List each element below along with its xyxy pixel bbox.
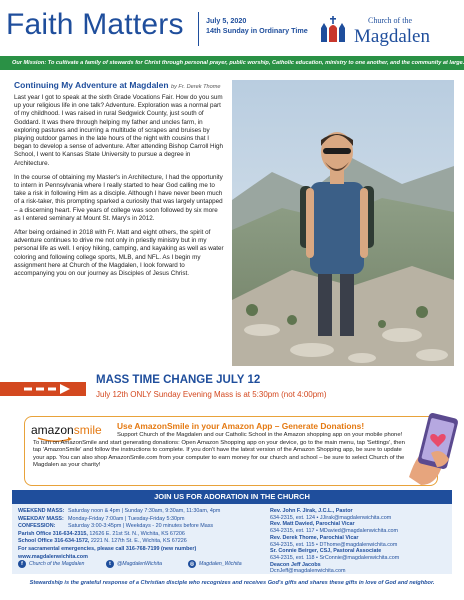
school-office-address: 2221 N. 127th St. E., Wichita, KS 67226 xyxy=(90,538,187,545)
staff-name: Rev. Derek Thome, Parochial Vicar xyxy=(270,534,359,541)
parish-office-row xyxy=(18,531,278,539)
stewardship-footer: Stewardship is the grateful response of a Christian disciple who recognizes and receives God's gifts and shares these gifts in love of God and neighbor. xyxy=(29,580,435,586)
schedule-value: Saturday noon & 4pm | Sunday 7:30am, 9:30am, 11:30am, 4pm xyxy=(68,508,221,514)
adoration-heading: JOIN US FOR ADORATION IN THE CHURCH xyxy=(12,490,452,504)
header-divider xyxy=(198,12,199,46)
instagram-icon: ◎ xyxy=(189,561,195,567)
schedule-value: Saturday 3:00-3:45pm | Weekdays - 20 minutes before Mass xyxy=(68,523,214,530)
arrow-right-icon xyxy=(0,382,86,396)
schedule-label: WEEKEND MASS: xyxy=(18,508,65,514)
instagram-handle: Magdalen_Wichita xyxy=(199,561,242,567)
issue-date: July 5, 2020 xyxy=(206,16,247,25)
twitter-icon: t xyxy=(106,560,114,568)
article-paragraph: In the course of obtaining my Master's in Architecture, I had the opportunity to intern in Pennsylvania where I really started to hear God calling me to take a risk in following Him as a disciple. Although I have never been much of a risk-taker, this prompting sparked a curiosity that was largely untapped – a discerning heart. Five years of college was soon followed by six more as I entered seminary at Mount St. Mary's in 2012. xyxy=(14,173,223,222)
staff-contact: 634-2315, ext. 115 • DThome@magdalenwichita.com xyxy=(270,541,398,548)
article-paragraph: After being ordained in 2018 with Fr. Matt and eight others, the spirit of adventure continues to drive me not only in priestly ministry but in my personal life as well. I enjoy hiking, camping, and kayaking as well as water coloring and following college sports, MLB, and NFL. As I begin my assignment here at Church of the Magdalen, I look forward to accompanying you on our journey as Disciples of Jesus Christ. xyxy=(14,229,224,278)
social-links xyxy=(18,560,268,570)
staff-name: Sr. Connie Beirger, CSJ, Pastoral Associate xyxy=(270,548,382,555)
mass-schedule xyxy=(18,508,278,561)
article-title-line xyxy=(14,80,226,90)
church-name-prefix: Church of the xyxy=(368,16,412,25)
staff-contact: 634-2315, ext. 124 • JJirak@magdalenwichita.com xyxy=(270,514,392,521)
staff-name: Rev. John F. Jirak, J.C.L., Pastor xyxy=(270,508,353,514)
emergency-line: For sacramental emergencies, please call 316-768-7199 (new number) xyxy=(18,545,197,552)
article-title: Continuing My Adventure at Magdalen xyxy=(14,80,169,90)
website-link[interactable]: www.magdalenwichita.com xyxy=(18,553,88,560)
article-paragraph: Last year I got to speak at the sixth Grade Vocations Fair. How do you sum up your religious life in one talk? Adventure. Exploration was a normal part of my childhood. I was raised in rural Sedgwick County, just south of Goddard. It was there through helping my father and uncles farm, in exploring pastures and incurring a multitude of scrapes and bruises by playing outdoor games in the late hours of the night with cousins that I began to develop a sense of adventure. After attending Bishop Carroll High School, I went to Kansas State University to pursue a degree in Architecture. xyxy=(14,94,223,167)
amazon-logo-word: amazon xyxy=(31,423,74,437)
schedule-value: Monday-Friday 7:00am | Tuesday-Friday 5:30pm xyxy=(68,515,185,522)
issue-date-block xyxy=(206,16,308,36)
facebook-icon: f xyxy=(18,560,26,568)
staff-directory xyxy=(270,508,450,575)
schedule-row xyxy=(18,516,278,524)
mass-time-change xyxy=(0,368,464,410)
church-logo-icon xyxy=(318,14,348,44)
amazon-instructions: Support Church of the Magdalen and our Catholic School in the Amazon shopping app on your mobile phone! To turn on AmazonSmile and start generating donations: Open Amazon Shopping app on your device, go to the main menu, tap 'Settings', then tap 'AmazonSmile' and follow the instructions to complete. If you don't have the latest version of the Amazon Shopping app, be sure to update your app. You can also shop AmazonSmile.com from your computer to earn money for our church and school – be sure to select Church of the Magdalen as your charity! xyxy=(33,432,405,469)
schedule-label: WEEKDAY MASS: xyxy=(18,515,64,522)
article-author: by Fr. Derek Thome xyxy=(170,84,221,90)
amazon-smile-box xyxy=(24,416,438,486)
facebook-handle: Church of the Magdalen xyxy=(29,561,85,567)
staff-contact: 634-2315, ext. 118 • SrConnie@magdalenwichita.com xyxy=(270,554,400,561)
newsletter-header xyxy=(0,0,464,54)
staff-name: Deacon Jeff Jacobs xyxy=(270,561,321,568)
school-office-phone: School Office 316-634-1572, xyxy=(18,538,90,545)
instagram-link[interactable] xyxy=(188,560,242,568)
parish-office-address: 12626 E. 21st St. N., Wichita, KS 67206 xyxy=(89,530,185,537)
staff-contact: 634-2315, ext. 117 • MDavied@magdalenwichita.com xyxy=(270,528,399,535)
adoration-section xyxy=(12,490,452,574)
schedule-row xyxy=(18,508,278,516)
schedule-label: CONFESSION: xyxy=(18,523,56,530)
church-name: Magdalen xyxy=(354,26,430,47)
schedule-row xyxy=(18,523,278,531)
mass-change-title: MASS TIME CHANGE JULY 12 xyxy=(96,374,261,386)
liturgical-day: 14th Sunday in Ordinary Time xyxy=(206,26,308,35)
phone-heart-icon xyxy=(401,407,464,487)
mission-banner: Our Mission: To cultivate a family of stewards for Christ through personal prayer, public worship, Catholic education, ministry to one another, and the community at large. xyxy=(0,56,464,70)
parish-office-phone: Parish Office 316-634-2315, xyxy=(18,530,88,537)
staff-contact: DcnJeff@magdalenwichita.com xyxy=(270,568,346,575)
twitter-handle: @MagdalenWichita xyxy=(117,561,163,567)
facebook-link[interactable] xyxy=(18,560,84,568)
staff-name: Rev. Matt Davied, Parochial Vicar xyxy=(270,521,355,528)
newsletter-title: Faith Matters xyxy=(6,8,184,41)
smile-logo-word: smile xyxy=(73,423,102,437)
school-office-row xyxy=(18,538,278,546)
amazon-heading: Use AmazonSmile in your Amazon App – Generate Donations! xyxy=(117,421,365,431)
twitter-link[interactable] xyxy=(106,560,162,568)
author-hiking-photo xyxy=(232,80,454,366)
mass-change-subtitle: July 12th ONLY Sunday Evening Mass is at 5:30pm (not 4:00pm) xyxy=(96,390,327,399)
article xyxy=(14,80,226,278)
